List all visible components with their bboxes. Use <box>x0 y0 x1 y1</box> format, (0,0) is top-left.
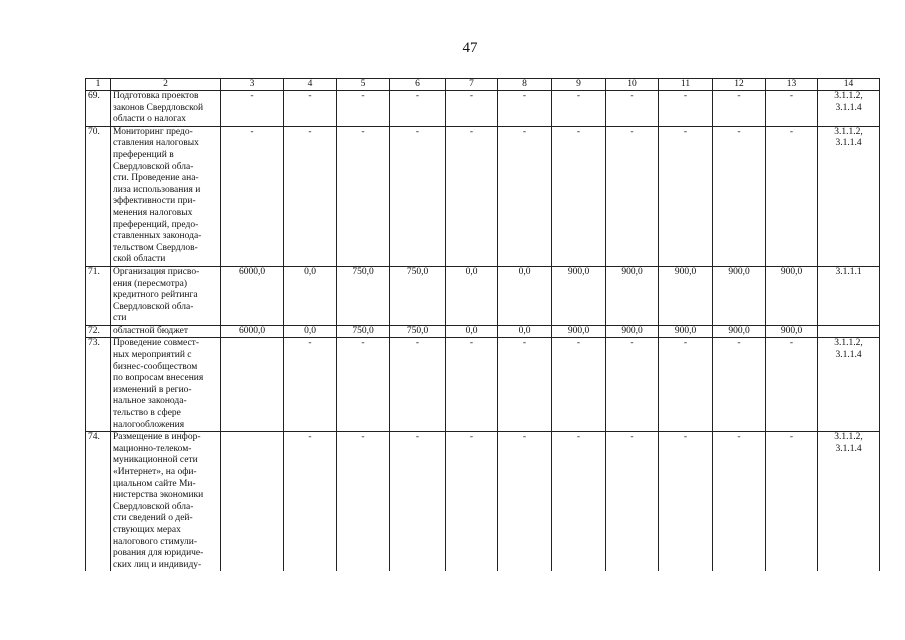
value-cell: 0,0 <box>284 266 337 325</box>
row-name-line: менения налоговых <box>113 207 193 218</box>
value-cell: - <box>390 432 446 572</box>
value-cell: - <box>606 432 659 572</box>
header-cell: 3 <box>221 79 284 91</box>
row-number: 74. <box>86 432 111 572</box>
row-name-line: «Интернет», на офи- <box>113 467 197 477</box>
reference-line: 3.1.1.4 <box>835 350 862 361</box>
row-name-line: эффективности при- <box>113 196 196 207</box>
header-cell: 7 <box>446 79 498 91</box>
row-name-line: преференций в <box>113 149 174 160</box>
value-cell: - <box>446 126 498 266</box>
row-name-line: областной бюджет <box>113 325 189 336</box>
value-cell: - <box>337 91 390 127</box>
row-name-line: налогового стимули- <box>113 536 198 547</box>
row-name-line: нальное законода- <box>113 396 187 407</box>
row-name-line: муникационной сети <box>113 455 198 466</box>
value-cell: 750,0 <box>337 325 390 338</box>
header-cell: 5 <box>337 79 390 91</box>
reference-line: 3.1.1.1 <box>835 266 862 277</box>
row-name <box>111 91 221 127</box>
row-reference <box>818 325 880 338</box>
value-cell: - <box>446 432 498 572</box>
reference-line: 3.1.1.4 <box>835 102 862 113</box>
table-row <box>86 325 880 338</box>
row-name-line: изменений в регио- <box>113 384 192 395</box>
value-cell: - <box>606 338 659 432</box>
value-cell <box>221 338 284 432</box>
value-cell: - <box>337 126 390 266</box>
row-number: 73. <box>86 338 111 432</box>
row-name-line: преференций, предо- <box>113 219 199 230</box>
value-cell: 6000,0 <box>221 325 284 338</box>
row-name-line: сти <box>113 313 127 324</box>
row-name <box>111 432 221 572</box>
value-cell: - <box>713 91 766 127</box>
value-cell: - <box>337 432 390 572</box>
value-cell: 900,0 <box>659 325 713 338</box>
value-cell: 900,0 <box>606 266 659 325</box>
value-cell: 900,0 <box>766 325 818 338</box>
value-cell: - <box>498 126 552 266</box>
row-name-line: по вопросам внесения <box>113 373 204 384</box>
value-cell: - <box>713 432 766 572</box>
value-cell: 0,0 <box>498 325 552 338</box>
row-name <box>111 266 221 325</box>
header-cell: 1 <box>86 79 111 91</box>
row-name-line: налогообложения <box>113 419 185 430</box>
row-name-line: Организация присво- <box>113 266 200 277</box>
row-reference <box>818 432 880 572</box>
value-cell: - <box>390 91 446 127</box>
row-name-line: ставленных законода- <box>113 231 202 242</box>
value-cell: 900,0 <box>659 266 713 325</box>
row-name-line: тельством Свердлов- <box>113 242 198 253</box>
row-name-line: ских лиц и индивиду- <box>113 559 202 570</box>
header-cell: 12 <box>713 79 766 91</box>
row-name-line: ных мероприятий с <box>113 350 192 361</box>
table-row <box>86 338 880 432</box>
row-name-line: циальном сайте Ми- <box>113 478 196 489</box>
header-cell: 8 <box>498 79 552 91</box>
value-cell: - <box>659 432 713 572</box>
row-name-line: сти сведений о дей- <box>113 513 193 524</box>
value-cell: - <box>606 126 659 266</box>
value-cell: 900,0 <box>552 325 606 338</box>
row-number: 71. <box>86 266 111 325</box>
value-cell: 0,0 <box>498 266 552 325</box>
value-cell: 6000,0 <box>221 266 284 325</box>
header-cell: 9 <box>552 79 606 91</box>
value-cell: - <box>552 126 606 266</box>
table-row <box>86 432 880 572</box>
header-cell: 13 <box>766 79 818 91</box>
reference-line: 3.1.1.2, <box>834 338 863 349</box>
value-cell: 750,0 <box>390 266 446 325</box>
row-number: 70. <box>86 126 111 266</box>
value-cell: - <box>284 91 337 127</box>
value-cell: - <box>659 126 713 266</box>
value-cell: 0,0 <box>446 325 498 338</box>
row-name-line: ения (пересмотра) <box>113 278 188 289</box>
row-name-line: области о налогах <box>113 114 186 125</box>
row-name-line: ствующих мерах <box>113 524 181 535</box>
row-name-line: лиза использования и <box>113 184 201 195</box>
row-name-line: Подготовка проектов <box>113 91 199 101</box>
header-cell: 11 <box>659 79 713 91</box>
row-name-line: ставления налоговых <box>113 138 199 149</box>
table-row <box>86 266 880 325</box>
value-cell: - <box>766 126 818 266</box>
row-name-line: нистерства экономики <box>113 490 204 501</box>
row-name-line: ской области <box>113 254 166 265</box>
reference-line: 3.1.1.4 <box>835 138 862 149</box>
header-cell: 2 <box>111 79 221 91</box>
reference-line: 3.1.1.2, <box>834 126 863 137</box>
value-cell: - <box>446 338 498 432</box>
table-row <box>86 91 880 127</box>
value-cell: - <box>221 126 284 266</box>
row-number: 72. <box>86 325 111 338</box>
header-cell: 4 <box>284 79 337 91</box>
row-reference <box>818 126 880 266</box>
value-cell: 900,0 <box>552 266 606 325</box>
row-name-line: Свердловской обла- <box>113 501 194 512</box>
value-cell: - <box>552 432 606 572</box>
reference-line: 3.1.1.2, <box>834 91 863 101</box>
row-name-line: Свердловской обла- <box>113 161 194 172</box>
value-cell: 750,0 <box>337 266 390 325</box>
value-cell: - <box>766 432 818 572</box>
value-cell: - <box>606 91 659 127</box>
row-name-line: сти. Проведение ана- <box>113 173 199 184</box>
row-name <box>111 325 221 338</box>
value-cell: 900,0 <box>713 325 766 338</box>
value-cell: 900,0 <box>713 266 766 325</box>
value-cell: - <box>284 432 337 572</box>
reference-line: 3.1.1.4 <box>835 443 862 454</box>
row-name-line: Мониторинг предо- <box>113 126 193 137</box>
program-table <box>85 78 880 571</box>
row-name-line: тельство в сфере <box>113 408 181 419</box>
row-name-line: Свердловской обла- <box>113 301 194 312</box>
reference-line: 3.1.1.2, <box>834 432 863 443</box>
row-name-line: законов Свердловской <box>113 102 204 113</box>
value-cell: 900,0 <box>766 266 818 325</box>
value-cell: - <box>498 91 552 127</box>
header-cell: 6 <box>390 79 446 91</box>
value-cell: - <box>766 91 818 127</box>
value-cell: - <box>446 91 498 127</box>
value-cell: - <box>659 338 713 432</box>
value-cell: - <box>284 338 337 432</box>
value-cell: - <box>498 338 552 432</box>
value-cell: - <box>390 126 446 266</box>
row-name-line: Проведение совмест- <box>113 338 199 349</box>
row-name-line: мационно-телеком- <box>113 443 192 454</box>
header-cell: 10 <box>606 79 659 91</box>
value-cell: - <box>390 338 446 432</box>
value-cell: - <box>713 338 766 432</box>
header-cell: 14 <box>818 79 880 91</box>
row-reference <box>818 266 880 325</box>
value-cell: - <box>221 91 284 127</box>
header-row <box>86 79 880 91</box>
row-name <box>111 338 221 432</box>
row-name-line: Размещение в инфор- <box>113 432 201 443</box>
value-cell: - <box>337 338 390 432</box>
value-cell: - <box>713 126 766 266</box>
value-cell: - <box>284 126 337 266</box>
row-number: 69. <box>86 91 111 127</box>
row-reference <box>818 91 880 127</box>
row-name <box>111 126 221 266</box>
value-cell: - <box>766 338 818 432</box>
value-cell: - <box>659 91 713 127</box>
table-row <box>86 126 880 266</box>
value-cell: - <box>552 338 606 432</box>
page-number: 47 <box>462 40 478 56</box>
row-reference <box>818 338 880 432</box>
value-cell <box>221 432 284 572</box>
value-cell: 900,0 <box>606 325 659 338</box>
row-name-line: кредитного рейтинга <box>113 290 198 301</box>
value-cell: 0,0 <box>446 266 498 325</box>
value-cell: 750,0 <box>390 325 446 338</box>
value-cell: - <box>552 91 606 127</box>
row-name-line: бизнес-сообществом <box>113 361 198 372</box>
value-cell: 0,0 <box>284 325 337 338</box>
value-cell: - <box>498 432 552 572</box>
row-name-line: рования для юридиче- <box>113 548 204 559</box>
